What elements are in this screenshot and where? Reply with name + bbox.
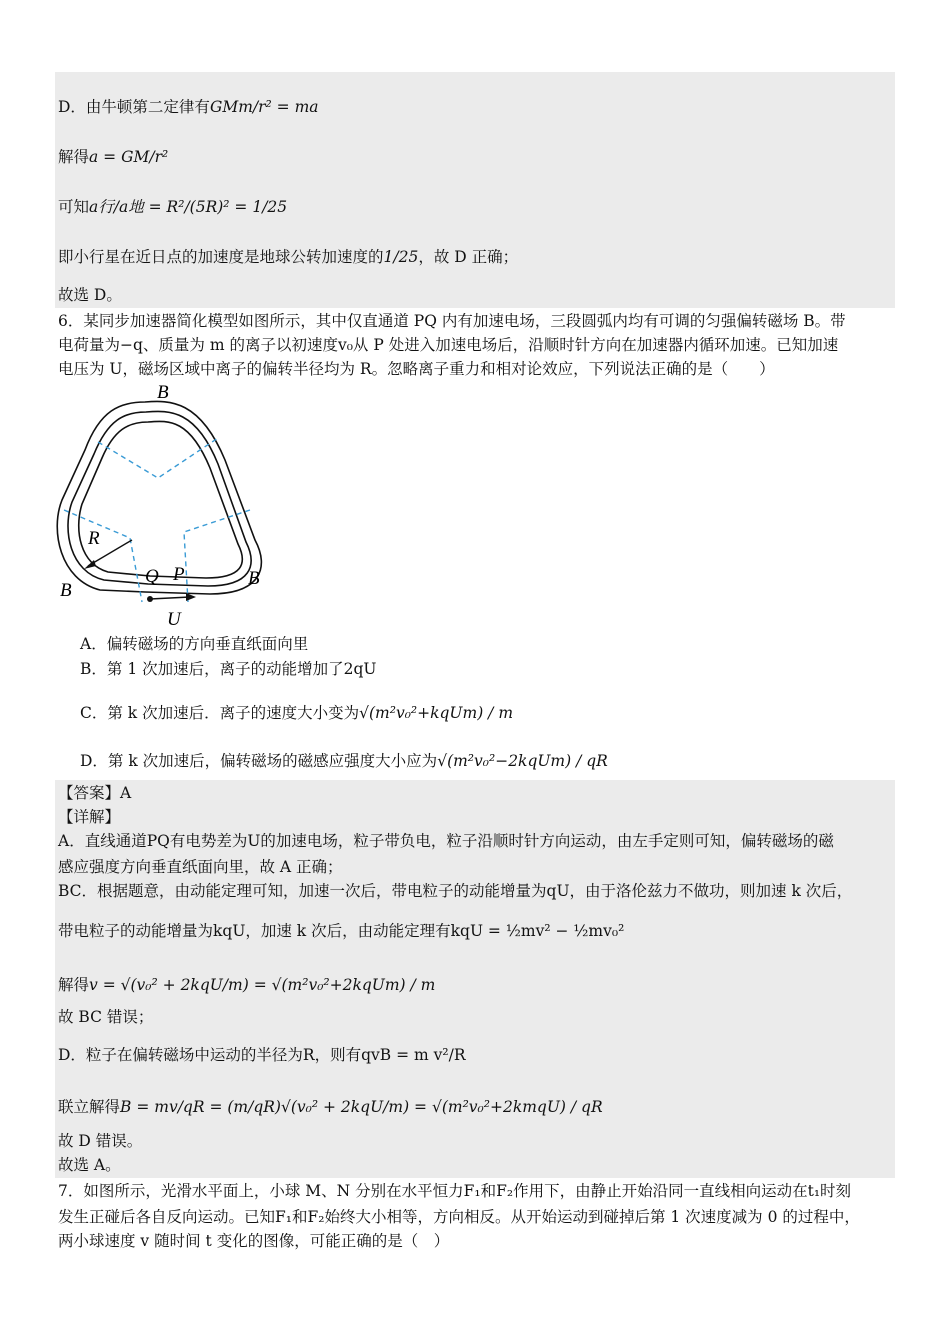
q6-option-d-expression: √(m²v₀²−2kqUm) / qR [437, 752, 608, 770]
prev-solve-equation: a = GM/r² [89, 148, 169, 166]
prev-conclusion-line: 即小行星在近日点的加速度是地球公转加速度的1/25，故 D 正确； [58, 248, 519, 266]
boundary-top [98, 438, 218, 478]
prev-solve-line: 解得a = GM/r² [58, 148, 169, 166]
detail-bc-equation: v = √(v₀² + 2kqU/m) = √(m²v₀²+2kqUm) / m [89, 976, 436, 994]
label-b-left: B [60, 580, 72, 601]
label-r: R [88, 528, 100, 549]
q6-stem-line-3: 电压为 U，磁场区域中离子的偏转半径均为 R。忽略离子重力和相对论效应，下列说法正确的是（ ） [58, 360, 775, 378]
ion-point [147, 596, 153, 602]
q6-option-c-expression: √(m²v₀²+kqUm) / m [359, 704, 514, 722]
detail-d-line-1: D．粒子在偏转磁场中运动的半径为R，则有qvB = m v²/R [58, 1046, 466, 1064]
q7-stem-line-3: 两小球速度 v 随时间 t 变化的图像，可能正确的是（ ） [58, 1232, 450, 1250]
q6-option-b: B．第 1 次加速后，离子的动能增加了2qU [80, 660, 377, 678]
answer-label: 【答案】A [58, 784, 132, 802]
prev-d-line: D．由牛顿第二定律有GMm/r² = ma [58, 98, 319, 116]
q6-option-d: D．第 k 次加速后，偏转磁场的磁感应强度大小应为√(m²v₀²−2kqUm) / qR [80, 752, 608, 770]
q6-option-a: A．偏转磁场的方向垂直纸面向里 [80, 635, 309, 653]
detail-label: 【详解】 [58, 808, 121, 826]
prev-choose-line: 故选 D。 [58, 286, 122, 304]
detail-a-line-2: 感应强度方向垂直纸面向里，故 A 正确； [58, 858, 343, 876]
prev-know-equation: a行/a地 = R²/(5R)² = 1/25 [89, 198, 288, 216]
detail-d-line-3: 故 D 错误。 [58, 1132, 143, 1150]
detail-bc-line-3: 解得v = √(v₀² + 2kqU/m) = √(m²v₀²+2kqUm) / m [58, 976, 436, 994]
q6-option-c: C．第 k 次加速后．离子的速度大小变为√(m²v₀²+kqUm) / m [80, 704, 514, 722]
detail-a-line-1: A．直线通道PQ有电势差为U的加速电场，粒子带负电，粒子沿顺时针方向运动，由左手定则可知，偏转磁场的磁 [58, 832, 834, 850]
q7-stem-line-1: 7．如图所示，光滑水平面上，小球 M、N 分别在水平恒力F₁和F₂作用下，由静止开始沿同一直线相向运动在t₁时刻 [58, 1182, 852, 1200]
label-u: U [167, 609, 181, 630]
label-b-right: B [248, 568, 260, 589]
detail-choose: 故选 A。 [58, 1156, 121, 1174]
detail-d-line-2: 联立解得B = mv/qR = (m/qR)√(v₀² + 2kqU/m) = √(m²v₀²+2kmqU) / qR [58, 1098, 603, 1116]
boundary-left [64, 510, 142, 602]
label-q: Q [145, 566, 159, 587]
velocity-arrow [150, 597, 190, 599]
accelerator-figure [50, 380, 290, 630]
q7-stem-line-2: 发生正碰后各自反向运动。已知F₁和F₂始终大小相等，方向相反。从开始运动到碰掉后第 1 次速度减为 0 的过程中， [58, 1208, 860, 1226]
detail-bc-line-2: 带电粒子的动能增量为kqU，加速 k 次后，由动能定理有kqU = ½mv² − ½mv₀² [58, 922, 625, 940]
q6-stem-line-1: 6．某同步加速器简化模型如图所示，其中仅直通道 PQ 内有加速电场，三段圆弧内均有可调的匀强偏转磁场 B。带 [58, 312, 846, 330]
prev-know-line: 可知a行/a地 = R²/(5R)² = 1/25 [58, 198, 288, 216]
detail-bc-line-1: BC．根据题意，由动能定理可知，加速一次后，带电粒子的动能增量为qU，由于洛伦兹力不做功，则加速 k 次后， [58, 882, 853, 900]
detail-bc-line-4: 故 BC 错误； [58, 1008, 154, 1026]
prev-d-equation: GMm/r² = ma [209, 98, 319, 116]
label-p: P [173, 564, 185, 585]
track-middle [68, 411, 251, 586]
q6-stem-line-2: 电荷量为−q、质量为 m 的离子以初速度v₀从 P 处进入加速电场后，沿顺时针方向在加速器内循环加速。已知加速 [58, 336, 839, 354]
label-b-top: B [157, 382, 169, 403]
prev-conclusion-fraction: 1/25 [383, 248, 419, 266]
detail-d-equation: B = mv/qR = (m/qR)√(v₀² + 2kqU/m) = √(m²v₀²+2kmqU) / qR [120, 1098, 603, 1116]
